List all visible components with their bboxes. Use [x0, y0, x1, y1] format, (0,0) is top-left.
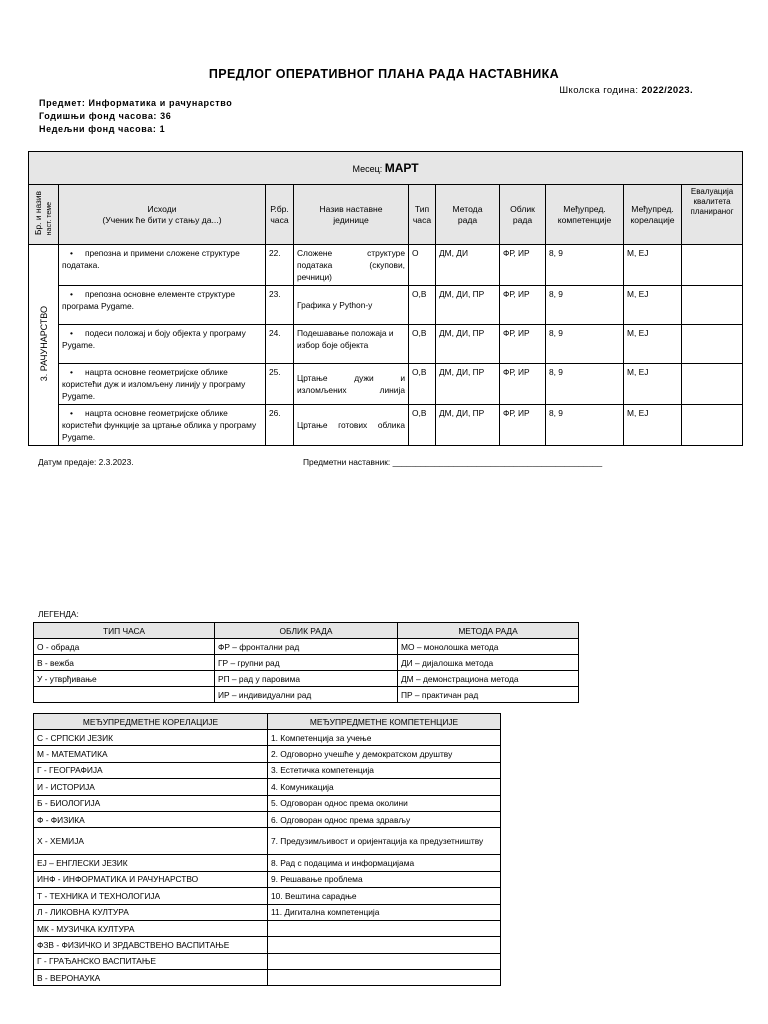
table-row — [29, 286, 743, 325]
school-year-value: 2022/2023. — [641, 85, 693, 96]
correlation-cell: Л - ЛИКОВНА КУЛТУРА — [34, 904, 268, 920]
competences-cell: 8, 9 — [546, 245, 624, 286]
type-cell: О,В — [409, 405, 436, 446]
form-cell: ФР, ИР — [500, 286, 546, 325]
correlation-cell: ФЗВ - ФИЗИЧКО И ЗРДАВСТВЕНО ВАСПИТАЊЕ — [34, 937, 268, 953]
correlation-cell: В - ВЕРОНАУКА — [34, 970, 268, 986]
unit-text: Сложене структуре података (скупови, речници) — [297, 248, 405, 282]
correlation-cell: МК - МУЗИЧКА КУЛТУРА — [34, 920, 268, 936]
competences-cell: 8, 9 — [546, 364, 624, 405]
col-topic-label-cut: наст. теме — [45, 201, 53, 235]
col-form — [500, 185, 546, 245]
outcome-cell — [59, 364, 266, 405]
correlation-cell: Х - ХЕМИЈА — [34, 828, 268, 855]
table-row — [34, 730, 501, 746]
competence-cell: 11. Дигитална компетенција — [268, 904, 501, 920]
col-unit — [294, 185, 409, 245]
correlation-cell: Т - ТЕХНИКА И ТЕХНОЛОГИЈА — [34, 888, 268, 904]
table-row — [34, 920, 501, 936]
table-row — [34, 811, 501, 827]
competence-cell: 7. Предузимљивост и оријентација ка предузетништву — [268, 828, 501, 855]
col-type-label: Тип — [414, 203, 430, 214]
competence-cell: 3. Естетичка компетенција — [268, 762, 501, 778]
competences-cell: 8, 9 — [546, 325, 624, 364]
col-unit-label: Назив наставне — [319, 203, 383, 214]
correlation-cell: Ф - ФИЗИКА — [34, 811, 268, 827]
school-year — [559, 85, 693, 96]
table-row — [34, 639, 579, 655]
competence-cell: 5. Одговоран однос према околини — [268, 795, 501, 811]
table-row — [34, 671, 579, 687]
correlations-cell: М, ЕЈ — [624, 325, 682, 364]
competences-cell: 8, 9 — [546, 405, 624, 446]
correlation-cell: ЕЈ – ЕНГЛЕСКИ ЈЕЗИК — [34, 855, 268, 871]
legend-title: ЛЕГЕНДА: — [38, 609, 79, 619]
col-outcomes-label: Исходи — [147, 203, 177, 214]
table-row — [34, 655, 579, 671]
subject-line: Предмет: Информатика и рачунарство — [39, 98, 233, 108]
unit-cell: Графика у Python-у — [294, 286, 409, 325]
competence-cell — [268, 920, 501, 936]
legend-cell: ФР – фронтални рад — [215, 639, 398, 655]
competences-header: МЕЂУПРЕДМЕТНЕ КОМПЕТЕНЦИЈЕ — [268, 714, 501, 730]
evaluation-cell — [682, 286, 743, 325]
form-cell: ФР, ИР — [500, 405, 546, 446]
method-cell: ДМ, ДИ, ПР — [436, 364, 500, 405]
method-cell: ДМ, ДИ, ПР — [436, 325, 500, 364]
col-type — [409, 185, 436, 245]
legend-cell: О - обрада — [34, 639, 215, 655]
outcome-cell — [59, 245, 266, 286]
competence-cell — [268, 953, 501, 969]
col-evaluation-sublabel-2: планираног — [690, 207, 734, 216]
table-row — [34, 855, 501, 871]
competence-cell: 2. Одговорно учешће у демократском друштву — [268, 746, 501, 762]
legend-header-method: МЕТОДА РАДА — [398, 623, 579, 639]
submission-date: Датум предаје: 2.3.2023. — [38, 457, 134, 467]
col-method-sublabel: рада — [457, 214, 478, 225]
col-competences-sublabel: компетенције — [557, 214, 612, 225]
correlation-cell: Б - БИОЛОГИЈА — [34, 795, 268, 811]
table-row — [34, 904, 501, 920]
unit-cell — [294, 245, 409, 286]
unit-text: Цртање дужи и изломљених линија — [297, 373, 405, 395]
col-number-label: Р.бр. — [270, 203, 289, 214]
type-cell: О — [409, 245, 436, 286]
correlation-cell: М - МАТЕМАТИКА — [34, 746, 268, 762]
table-row — [34, 937, 501, 953]
form-cell: ФР, ИР — [500, 364, 546, 405]
legend-cell: МО – монолошка метода — [398, 639, 579, 655]
correlations-competences-table — [33, 713, 501, 986]
table-row — [34, 795, 501, 811]
legend-header-type: ТИП ЧАСА — [34, 623, 215, 639]
col-topic — [29, 185, 59, 245]
number-cell: 22. — [266, 245, 294, 286]
col-outcomes — [59, 185, 266, 245]
col-unit-sublabel: јединице — [333, 214, 369, 225]
table-row — [34, 746, 501, 762]
table-row — [34, 953, 501, 969]
outcome-cell — [59, 325, 266, 364]
legend-cell: РП – рад у паровима — [215, 671, 398, 687]
legend-cell: ГР – групни рад — [215, 655, 398, 671]
evaluation-cell — [682, 325, 743, 364]
outcome-text: препозна и примени сложене структуре података. — [62, 248, 240, 270]
evaluation-cell — [682, 405, 743, 446]
table-row — [34, 888, 501, 904]
table-row — [34, 779, 501, 795]
competence-cell: 10. Вештина сарадње — [268, 888, 501, 904]
legend-cell: В - вежба — [34, 655, 215, 671]
table-row — [29, 405, 743, 446]
unit-cell: Подешавање положаја и избор боје објекта — [294, 325, 409, 364]
plan-table — [28, 151, 743, 446]
correlation-cell: Г - ГЕОГРАФИЈА — [34, 762, 268, 778]
col-number-sublabel: часа — [270, 214, 289, 225]
type-cell: О,В — [409, 286, 436, 325]
legend-cell — [34, 687, 215, 703]
document-title: ПРЕДЛОГ ОПЕРАТИВНОГ ПЛАНА РАДА НАСТАВНИКА — [208, 67, 560, 81]
month-header — [29, 152, 743, 185]
method-cell: ДМ, ДИ — [436, 245, 500, 286]
number-cell: 23. — [266, 286, 294, 325]
outcome-cell — [59, 405, 266, 446]
number-cell: 24. — [266, 325, 294, 364]
col-method-label: Метода — [452, 203, 483, 214]
correlations-cell: М, ЕЈ — [624, 286, 682, 325]
competence-cell: 6. Одговоран однос према здрављу — [268, 811, 501, 827]
unit-cell — [294, 364, 409, 405]
col-competences-label: Међупред. — [563, 203, 606, 214]
col-method — [436, 185, 500, 245]
correlations-cell: М, ЕЈ — [624, 405, 682, 446]
outcome-text: подеси положај и боју објекта у програму Pygame. — [62, 328, 246, 350]
competence-cell: 4. Комуникација — [268, 779, 501, 795]
correlations-cell: М, ЕЈ — [624, 245, 682, 286]
col-outcomes-sublabel: (Ученик ће бити у стању да...) — [102, 214, 222, 225]
outcome-text: препозна основне елементе структуре програма Pygame. — [62, 289, 236, 311]
col-competences — [546, 185, 624, 245]
weekly-hours-line: Недељни фонд часова: 1 — [39, 124, 166, 134]
correlations-cell: М, ЕЈ — [624, 364, 682, 405]
table-row — [34, 970, 501, 986]
correlations-header: МЕЂУПРЕДМЕТНЕ КОРЕЛАЦИЈЕ — [34, 714, 268, 730]
outcome-text: нацрта основне геометријске облике користећи дуж и изломљену линију у програму Pygame. — [62, 367, 246, 401]
legend-table — [33, 622, 579, 703]
legend-header-form: ОБЛИК РАДА — [215, 623, 398, 639]
evaluation-cell — [682, 245, 743, 286]
table-row — [29, 245, 743, 286]
competences-cell: 8, 9 — [546, 286, 624, 325]
number-cell: 26. — [266, 405, 294, 446]
correlation-cell: ИНФ - ИНФОРМАТИКА И РАЧУНАРСТВО — [34, 871, 268, 887]
outcome-cell — [59, 286, 266, 325]
correlation-cell: С - СРПСКИ ЈЕЗИК — [34, 730, 268, 746]
unit-cell — [294, 405, 409, 446]
correlation-cell: И - ИСТОРИЈА — [34, 779, 268, 795]
number-cell: 25. — [266, 364, 294, 405]
competence-cell: 8. Рад с подацима и информацијама — [268, 855, 501, 871]
competence-cell — [268, 937, 501, 953]
school-year-label: Школска година: — [559, 85, 639, 96]
competence-cell: 1. Компетенција за учење — [268, 730, 501, 746]
type-cell: О,В — [409, 325, 436, 364]
legend-cell: У - утврђивање — [34, 671, 215, 687]
topic-label: 3. РАЧУНАРСТВО — [38, 306, 49, 382]
col-evaluation — [682, 185, 743, 245]
type-cell: О,В — [409, 364, 436, 405]
method-cell: ДМ, ДИ, ПР — [436, 405, 500, 446]
legend-cell: ДМ – демонстрациона метода — [398, 671, 579, 687]
col-evaluation-sublabel: квалитета — [693, 197, 731, 206]
table-row — [34, 687, 579, 703]
form-cell: ФР, ИР — [500, 325, 546, 364]
annual-hours-line: Годишњи фонд часова: 36 — [39, 111, 172, 121]
evaluation-cell — [682, 364, 743, 405]
table-row — [34, 762, 501, 778]
legend-cell: ДИ – дијалошка метода — [398, 655, 579, 671]
month-label: Месец: — [352, 164, 383, 174]
month-value: МАРТ — [384, 161, 419, 175]
col-form-label: Облик — [510, 203, 535, 214]
correlation-cell: Г - ГРАЂАНСКО ВАСПИТАЊЕ — [34, 953, 268, 969]
competence-cell — [268, 970, 501, 986]
col-correlations — [624, 185, 682, 245]
competence-cell: 9. Решавање проблема — [268, 871, 501, 887]
table-row — [29, 325, 743, 364]
col-evaluation-label: Евалуација — [690, 187, 734, 196]
col-number — [266, 185, 294, 245]
unit-text: Цртање готових облика — [297, 420, 405, 430]
form-cell: ФР, ИР — [500, 245, 546, 286]
col-correlations-label: Међупред. — [631, 203, 674, 214]
topic-cell — [29, 245, 59, 446]
col-form-sublabel: рада — [512, 214, 533, 225]
method-cell: ДМ, ДИ, ПР — [436, 286, 500, 325]
table-row — [34, 828, 501, 855]
col-type-sublabel: часа — [412, 214, 432, 225]
col-topic-label: Бр. и назив — [32, 191, 43, 235]
table-row — [34, 871, 501, 887]
legend-cell: ИР – индивидуални рад — [215, 687, 398, 703]
teacher-signature-line: Предметни наставник: _____________________________________________ — [303, 457, 603, 467]
col-correlations-sublabel: корелације — [630, 214, 675, 225]
outcome-text: нацрта основне геометријске облике користећи функције за цртање облика у програму Pygame. — [62, 408, 257, 442]
table-row — [29, 364, 743, 405]
legend-cell: ПР – практичан рад — [398, 687, 579, 703]
